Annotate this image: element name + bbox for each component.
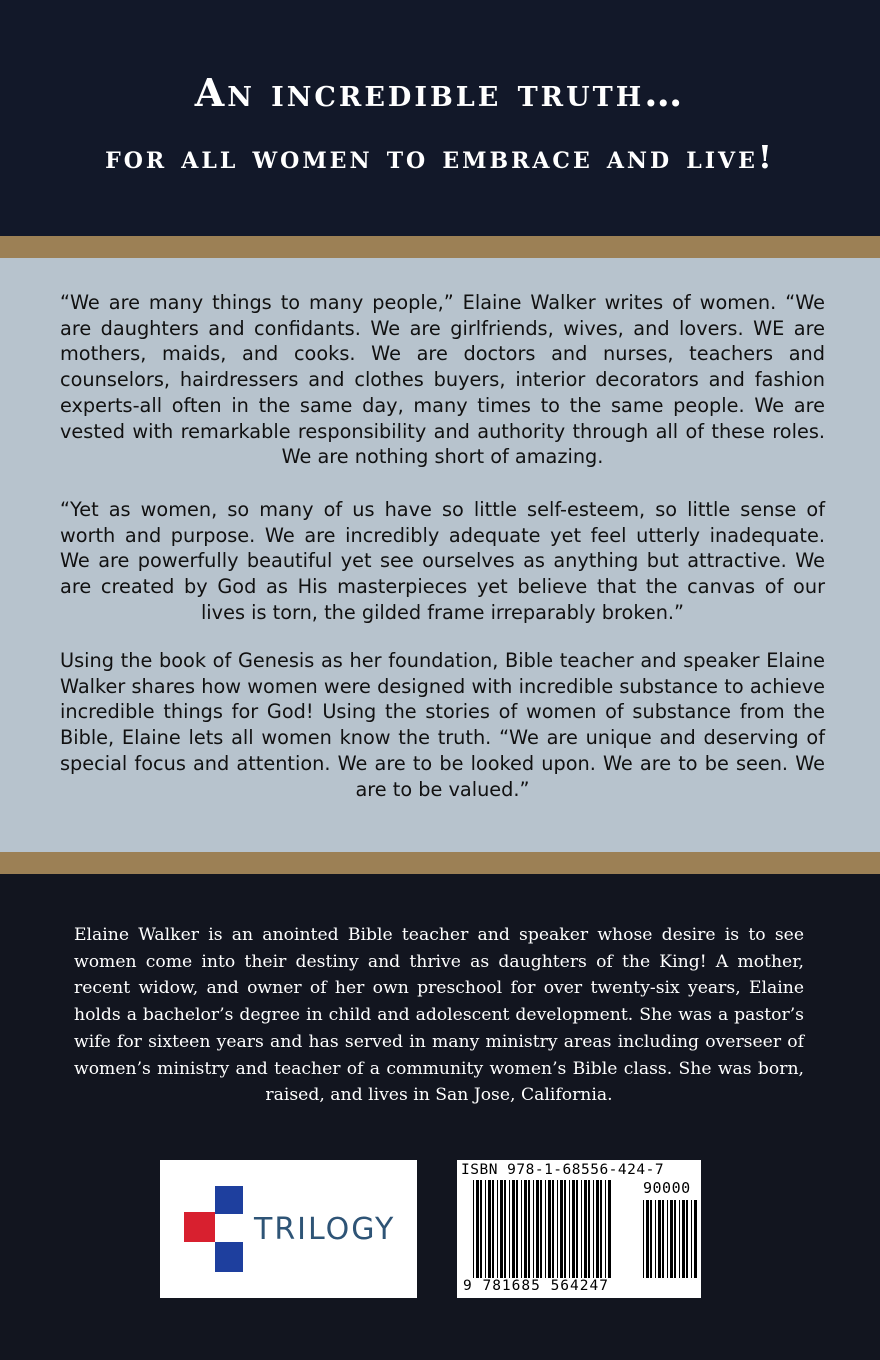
cover-header	[0, 0, 880, 236]
author-bio: Elaine Walker is an anointed Bible teacher and speaker whose desire is to see women come into their destiny and thrive as daughters of the King! A mother, recent widow, and owner of her own preschool for over twenty-six years, Elaine holds a bachelor’s degree in child and adolescent development. She was a pastor’s wife for sixteen years and has served in many ministry areas including overseer of women’s ministry and teacher of a community women’s Bible class. She was born, raised, and lives in San Jose, California.	[74, 925, 804, 1106]
headline-line-2: for all women to embrace and live!	[105, 138, 775, 176]
author-bio-section	[0, 874, 880, 1360]
ean-digits: 9 781685 564247	[463, 1278, 609, 1294]
gold-divider-bottom	[0, 852, 880, 874]
publisher-name: TRILOGY	[254, 1212, 396, 1247]
headline-line-1: An incredible truth…	[194, 70, 686, 115]
publisher-logo	[160, 1160, 417, 1298]
blurb-paragraph-1: “We are many things to many people,” Elaine Walker writes of women. “We are daughters and confidants. We are girlfriends, wives, and lovers. WE are mothers, maids, and cooks. We are doctors and nurses, teachers and counselors, hairdressers and clothes buyers, interior decorators and fashion experts-all often in the same day, many times to the same people. We are vested with remarkable responsibility and authority through all of these roles. We are nothing short of amazing.	[60, 291, 825, 469]
price-code: 90000	[643, 1179, 691, 1197]
gold-divider-top	[0, 236, 880, 258]
blurb-paragraph-2: “Yet as women, so many of us have so little self-esteem, so little sense of worth and purpose. We are incredibly adequate yet feel utterly inadequate. We are powerfully beautiful yet see ourselves as anything but attractive. We are created by God as His masterpieces yet believe that the canvas of our lives is torn, the gilded frame irreparably broken.”	[60, 498, 825, 624]
isbn-label: ISBN 978-1-68556-424-7	[461, 1162, 665, 1178]
trilogy-cross-icon	[184, 1186, 246, 1272]
blurb-paragraph-3: Using the book of Genesis as her foundation, Bible teacher and speaker Elaine Walker shares how women were designed with incredible substance to achieve incredible things for God! Using the stories of women of substance from the Bible, Elaine lets all women know the truth. “We are unique and deserving of special focus and attention. We are to be looked upon. We are to be seen. We are to be valued.”	[60, 649, 825, 801]
isbn-barcode	[457, 1160, 701, 1298]
blurb-panel	[0, 258, 880, 852]
